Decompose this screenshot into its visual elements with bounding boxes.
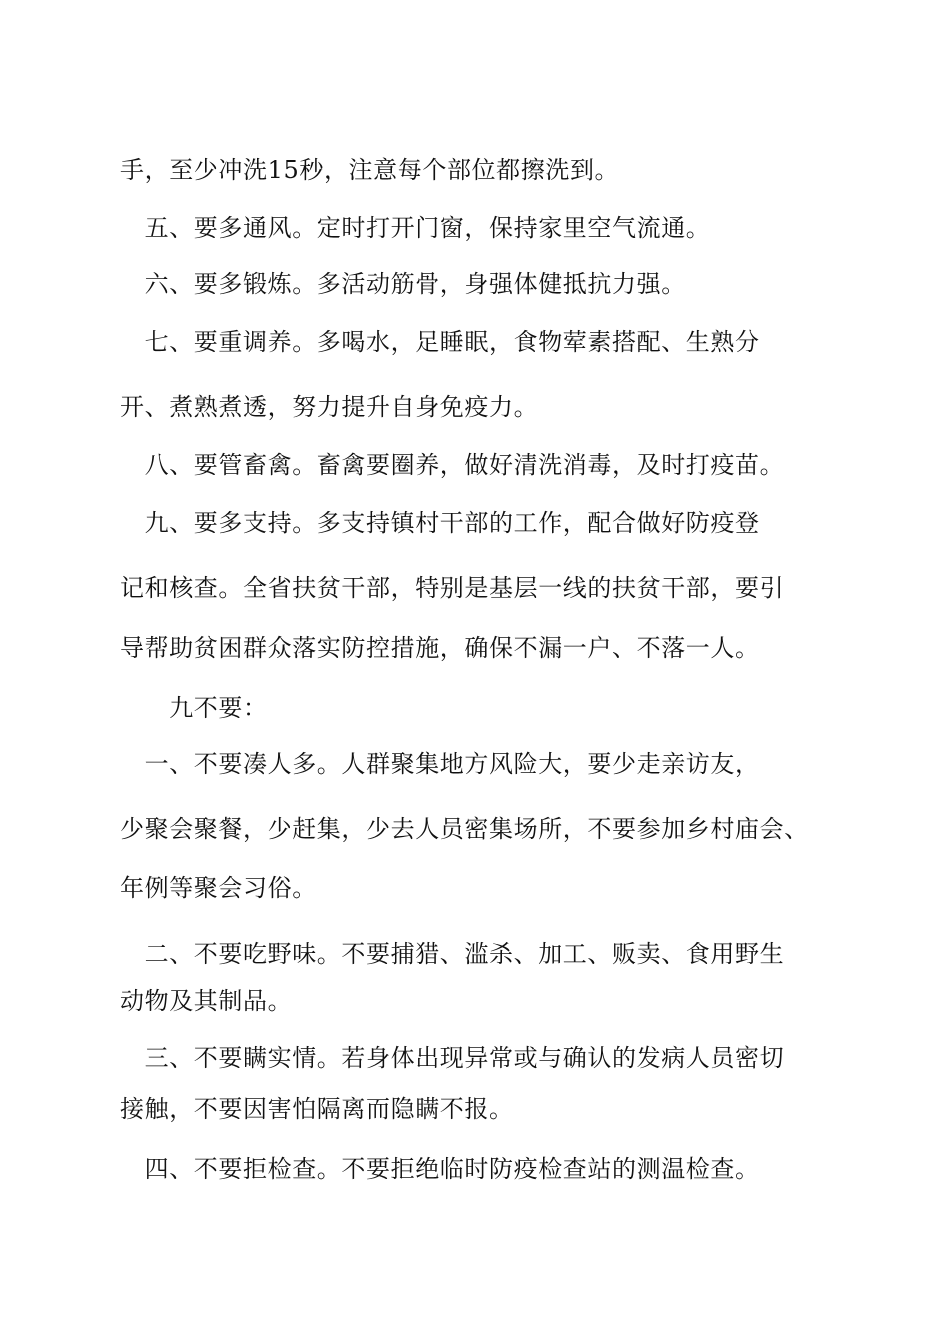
- text-line: 手，至少冲洗15秒，注意每个部位都擦洗到。: [120, 156, 620, 184]
- text-line: 开、煮熟煮透，努力提升自身免疫力。: [120, 393, 539, 421]
- text-line: 六、要多锻炼。多活动筋骨，身强体健抵抗力强。: [120, 270, 686, 298]
- text-line: 四、不要拒检查。不要拒绝临时防疫检查站的测温检查。: [120, 1155, 760, 1183]
- text-line: 少聚会聚餐，少赶集，少去人员密集场所，不要参加乡村庙会、: [120, 815, 809, 843]
- text-line: 五、要多通风。定时打开门窗，保持家里空气流通。: [120, 214, 711, 242]
- text-line: 一、不要凑人多。人群聚集地方风险大，要少走亲访友，: [120, 750, 760, 778]
- text-line: 记和核查。全省扶贫干部，特别是基层一线的扶贫干部，要引: [120, 574, 785, 602]
- section-heading: 九不要：: [120, 694, 268, 722]
- text-line: 接触，不要因害怕隔离而隐瞒不报。: [120, 1095, 514, 1123]
- text-line: 导帮助贫困群众落实防控措施，确保不漏一户、不落一人。: [120, 634, 760, 662]
- text-line: 九、要多支持。多支持镇村干部的工作，配合做好防疫登: [120, 509, 760, 537]
- text-line: 三、不要瞒实情。若身体出现异常或与确认的发病人员密切: [120, 1044, 785, 1072]
- text-line: 年例等聚会习俗。: [120, 874, 317, 902]
- text-line: 七、要重调养。多喝水，足睡眠，食物荤素搭配、生熟分: [120, 328, 760, 356]
- text-line: 八、要管畜禽。畜禽要圈养，做好清洗消毒，及时打疫苗。: [120, 451, 785, 479]
- text-line: 二、不要吃野味。不要捕猎、滥杀、加工、贩卖、食用野生: [120, 940, 785, 968]
- text-line: 动物及其制品。: [120, 987, 293, 1015]
